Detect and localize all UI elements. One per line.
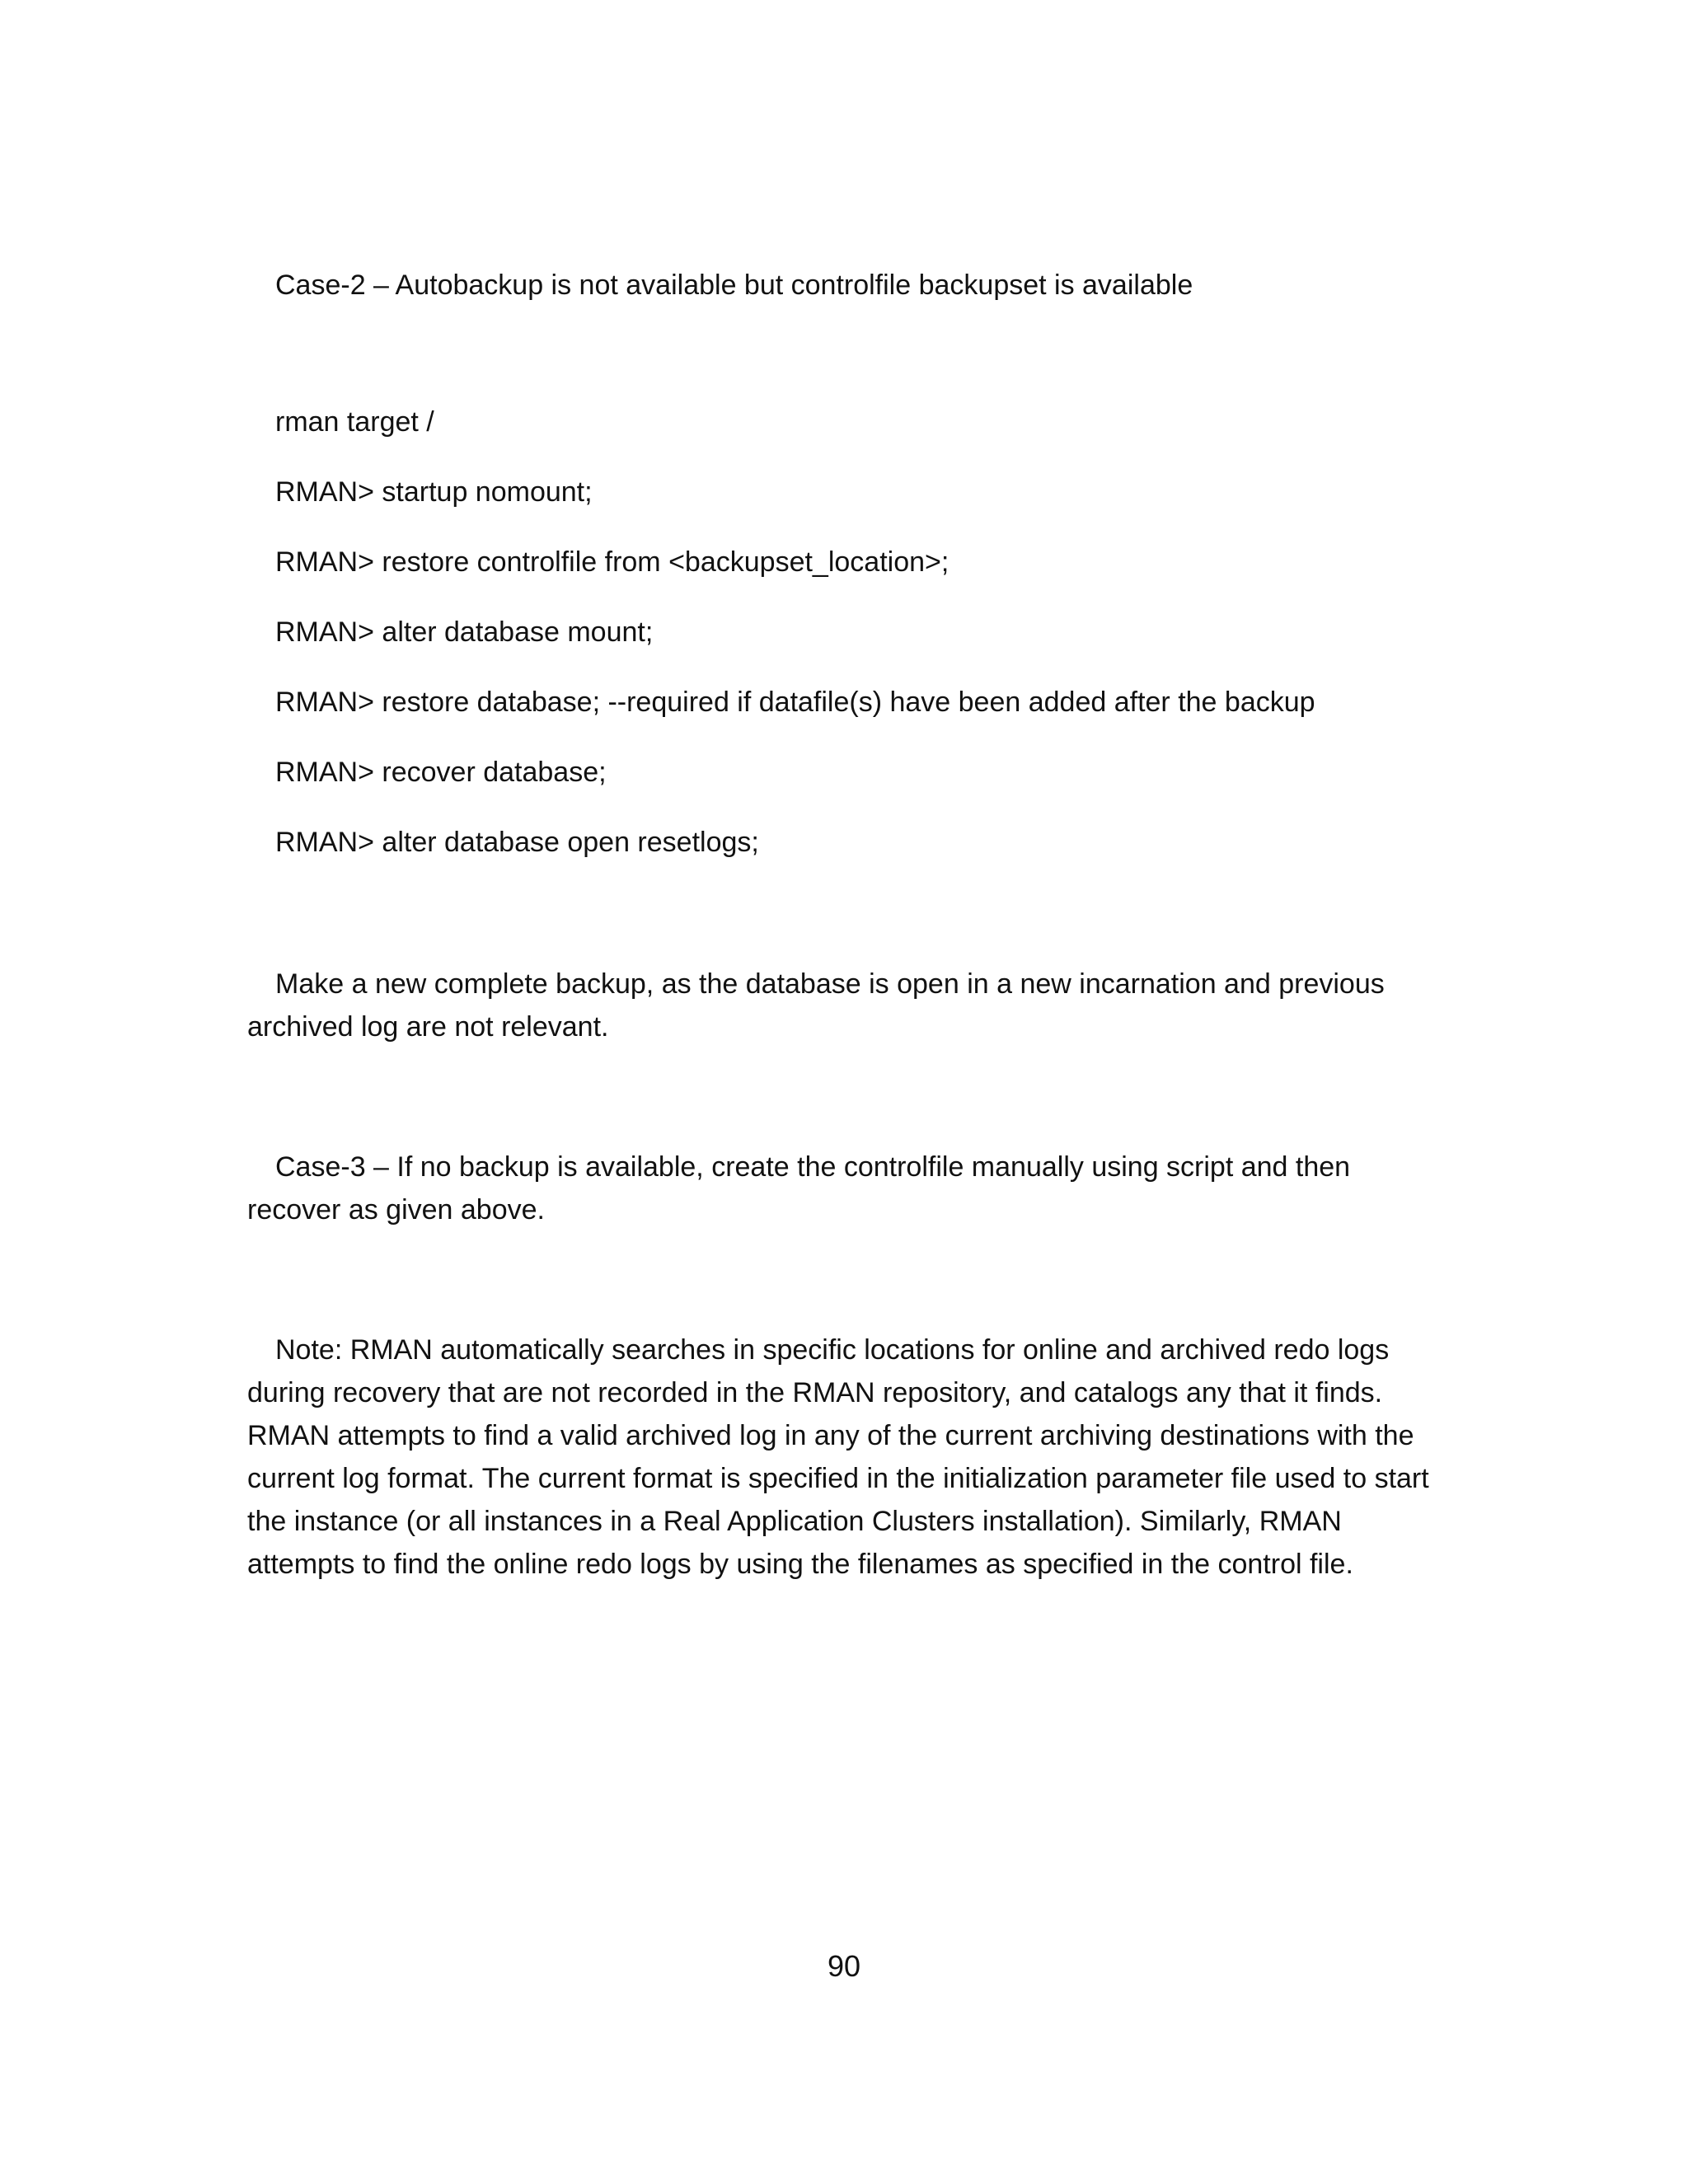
case3-paragraph: Case-3 – If no backup is available, create the controlfile manually using script and then recover as given above. xyxy=(247,1151,1351,1226)
command-line: RMAN> recover database; xyxy=(275,757,607,788)
backup-note-paragraph: Make a new complete backup, as the database is open in a new incarnation and previous archived log are not relevant. xyxy=(247,968,1385,1043)
rman-note-paragraph: Note: RMAN automatically searches in specific locations for online and archived redo logs during recovery that are not recorded in the RMAN repository, and catalogs any that it finds. RMAN attempts to find a valid archived log in any of the current archiving destinations with the current log format. The current format is specified in the initialization parameter file used to start the instance (or all instances in a Real Application Clusters installation). Similarly, RMAN attempts to find the online redo logs by using the filenames as specified in the control file. xyxy=(247,1334,1429,1580)
command-line: RMAN> restore controlfile from <backupset_location>; xyxy=(275,546,950,578)
command-line: rman target / xyxy=(275,406,434,438)
command-line: RMAN> restore database; --required if datafile(s) have been added after the backup xyxy=(275,687,1315,718)
command-line: RMAN> startup nomount; xyxy=(275,476,593,508)
command-list xyxy=(247,401,1434,864)
page-content xyxy=(247,264,1434,1586)
command-line: RMAN> alter database open resetlogs; xyxy=(275,827,759,858)
command-line: RMAN> alter database mount; xyxy=(275,616,654,648)
page-number: 90 xyxy=(827,1949,861,1983)
case2-heading: Case-2 – Autobackup is not available but controlfile backupset is available xyxy=(275,269,1193,301)
